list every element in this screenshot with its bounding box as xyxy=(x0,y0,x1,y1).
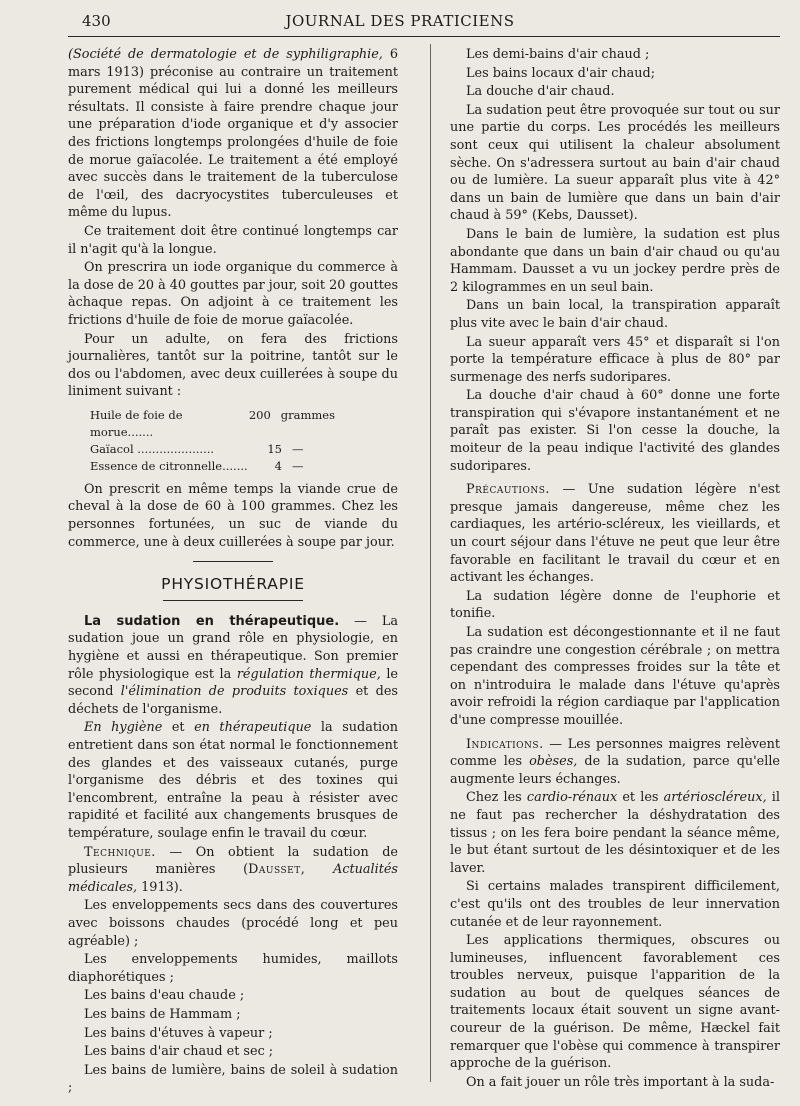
paragraph-text: 6 mars 1913) préconise au contraire un traitement purement médical qui lui a donné les meilleurs résultats. Il consiste à faire prendre chaque jour une préparation d'iode organique et d'y associer des frictions longtemps prolongées d'huile de foie de morue gaïacolée. Le traitement a été employé avec succès dans le traitement de la tuberculose de l'œil, des dacryocystites tuberculeuses et même du lupus. xyxy=(68,47,399,221)
italic-term: Actualités médicales, xyxy=(68,862,398,895)
paragraph: On prescrira un iode organique du commerce à la dose de 20 à 40 gouttes par jour, soit 20 gouttes àchaque repas. On adjoint à ce traitement les frictions d'huile de foie de morue gaïacolée. xyxy=(68,260,399,328)
list-item: Les bains de Hammam ; xyxy=(84,1006,241,1022)
paragraph-text: la sudation entretient dans son état normal le fonctionnement des glandes et des vaisseaux cutanés, purge l'organisme des débris et des toxines qui l'encombrent, entraîne la peau à résister avec rapidité et facilité aux changements brusques de température, soulage enfin le travail du cœur. xyxy=(68,720,399,841)
paragraph: Si certains malades transpirent difficilement, c'est qu'ils ont des troubles de leur innervation cutanée et de leur rayonnement. xyxy=(450,879,780,930)
paragraph-text: — Une sudation légère n'est presque jamais dangereuse, même chez les cardiaques, les artério-scléreux, les vieillards, et un court séjour dans l'étuve ne peut que leur être favorable en facilitant le travail du cœur et en activant les échanges. xyxy=(450,482,780,586)
paragraph: Pour un adulte, on fera des frictions journalières, tantôt sur la poitrine, tantôt sur le dos ou l'abdomen, avec deux cuillerées à soupe du liniment suivant : xyxy=(68,331,398,400)
recipe-row xyxy=(90,441,335,458)
paragraph: Les enveloppements humides, maillots diaphorétiques ; xyxy=(68,952,398,985)
paragraph xyxy=(68,613,398,719)
section-title: PHYSIOTHÉRAPIE xyxy=(161,575,305,594)
recipe-quantity: 200 xyxy=(248,407,271,422)
citation-italic: (Société de dermatologie et de syphiligraphie, xyxy=(68,47,383,62)
list-item: Les bains d'étuves à vapeur ; xyxy=(84,1025,273,1041)
list-item: Les bains d'eau chaude ; xyxy=(84,988,245,1004)
paragraph-text: — Les personnes maigres relèvent comme les xyxy=(450,736,780,770)
paragraph: La douche d'air chaud à 60° donne une forte transpiration qui s'évapore instantanément et ne paraît pas exister. Si l'on cesse la douche, la moiteur de la peau indique l'activité des glandes sudoripares. xyxy=(450,388,780,474)
paragraph-text: — La sudation joue un grand rôle en physiologie, en hygiène et aussi en thérapeutique. Son premier rôle physiologique est la xyxy=(68,613,399,682)
recipe-row xyxy=(90,458,335,475)
list-item: La douche d'air chaud. xyxy=(466,84,615,100)
italic-term: obèses, xyxy=(529,754,578,770)
list-item: Les bains locaux d'air chaud; xyxy=(466,65,656,81)
list-item: Les bains de lumière, bains de soleil à sudation ; xyxy=(68,1062,398,1096)
recipe-row xyxy=(90,407,335,441)
left-column xyxy=(68,46,398,1098)
italic-term: artérioscléreux, xyxy=(663,790,767,806)
paragraph xyxy=(450,789,780,877)
paragraph-text: et les xyxy=(617,790,664,806)
italic-term: régulation thermique, xyxy=(236,666,381,682)
paragraph xyxy=(68,844,398,897)
section-underline xyxy=(163,600,303,601)
paragraph: Les enveloppements secs dans des couvertures avec boissons chaudes (procédé long et peu agréable) ; xyxy=(68,898,398,949)
small-caps-heading: Précautions. xyxy=(466,482,550,498)
paragraph: Dans un bain local, la transpiration apparaît plus vite avec le bain d'air chaud. xyxy=(450,298,780,331)
list-item: Les bains d'air chaud et sec ; xyxy=(84,1044,274,1060)
recipe-quantity: 4 xyxy=(274,458,282,473)
paragraph: Dans le bain de lumière, la sudation est plus abondante que dans un bain d'air chaud ou qu'au Hammam. Dausset a vu un jockey perdre près de 2 kilogrammes en un seul bain. xyxy=(450,226,780,295)
small-caps-heading: Technique. xyxy=(84,844,156,860)
recipe-unit: — xyxy=(292,458,304,473)
paragraph: La sudation légère donne de l'euphorie et tonifie. xyxy=(450,588,780,622)
author-name: Dausset, xyxy=(248,862,306,878)
italic-term: cardio-rénaux xyxy=(526,790,618,806)
recipe-ingredient: Gaïacol ..................... xyxy=(90,441,215,456)
paragraph xyxy=(450,736,780,789)
italic-term: En hygiène xyxy=(84,720,163,736)
paragraph-text: de la sudation, parce qu'elle augmente leurs échanges. xyxy=(450,754,780,787)
list-item: Les demi-bains d'air chaud ; xyxy=(466,47,650,62)
paragraph-text: et xyxy=(162,720,195,736)
paragraph: On prescrit en même temps la viande crue de cheval à la dose de 60 à 100 grammes. Chez les personnes fortunées, un suc de viande du commerce, une à deux cuillerées à soupe par jour. xyxy=(68,481,398,550)
recipe-quantity: 15 xyxy=(267,441,282,456)
italic-term: l'élimination de produits toxiques xyxy=(120,684,349,700)
paragraph: La sudation est décongestionnante et il ne faut pas craindre une congestion cérébrale ; on mettra cependant des compresses froides sur la tête et on n'introduira le malade dans l'étuve qu'après avoir refroidi la région cardiaque par l'application d'une compresse mouillée. xyxy=(450,625,780,728)
method-list-continued xyxy=(450,46,780,101)
paragraph-text: le second xyxy=(68,666,398,700)
paragraph-text: 1913). xyxy=(137,879,183,895)
paragraph-text: — On obtient la sudation de plusieurs manières ( xyxy=(68,844,398,878)
paragraph: Ce traitement doit être continué longtemps car il n'agit qu'à la longue. xyxy=(68,223,398,257)
header-rule xyxy=(68,36,780,37)
recipe-unit: grammes xyxy=(280,407,335,422)
article-subheading: La sudation en thérapeutique. xyxy=(84,613,340,629)
recipe-table xyxy=(90,407,335,475)
small-caps-heading: Indications. xyxy=(466,736,544,752)
section-divider xyxy=(193,561,273,562)
paragraph: La sudation peut être provoquée sur tout ou sur une partie du corps. Les procédés les meilleurs sont ceux qui utilisent la chaleur absolument sèche. On s'adressera surtout au bain d'air chaud ou de lumière. La sueur apparaît plus vite à 42° dans un bain de lumière que dans un bain d'air chaud à 59° (Kebs, Dausset). xyxy=(450,102,780,224)
italic-term: en thérapeutique xyxy=(194,720,312,736)
paragraph-text: il ne faut pas rechercher la déshydratation des tissus ; on les fera boire pendant la séance même, le but étant surtout de les désintoxiquer et de les laver. xyxy=(450,790,780,876)
recipe-ingredient: Huile de foie de morue....... xyxy=(90,407,183,439)
paragraph-text: Chez les xyxy=(466,790,527,806)
page-number: 430 xyxy=(82,12,111,30)
paragraph-text: et des déchets de l'organisme. xyxy=(68,684,398,717)
paragraph: Les applications thermiques, obscures ou lumineuses, influencent favorablement ces troubles nerveux, puisque l'apparition de la sudation au bout de quelques séances de traitements locaux était souvent un signe avant-coureur de la guérison. De même, Hæckel fait remarquer que l'obèse qui commence à transpirer approche de la guérison. xyxy=(450,933,780,1072)
method-list xyxy=(68,987,398,1097)
paragraph: On a fait jouer un rôle très important à la suda- xyxy=(466,1074,775,1090)
paragraph xyxy=(450,481,780,587)
paragraph xyxy=(68,46,398,222)
paragraph: La sueur apparaît vers 45° et disparaît si l'on porte la température efficace à plus de 80° par surmenage des nerfs sudoripares. xyxy=(450,334,780,385)
column-divider xyxy=(430,44,431,1082)
recipe-ingredient: Essence de citronnelle....... xyxy=(90,458,248,473)
recipe-unit: — xyxy=(292,441,304,456)
paragraph xyxy=(68,719,398,842)
page-header xyxy=(0,0,800,40)
right-column xyxy=(450,46,780,1092)
journal-title: JOURNAL DES PRATICIENS xyxy=(285,12,515,30)
